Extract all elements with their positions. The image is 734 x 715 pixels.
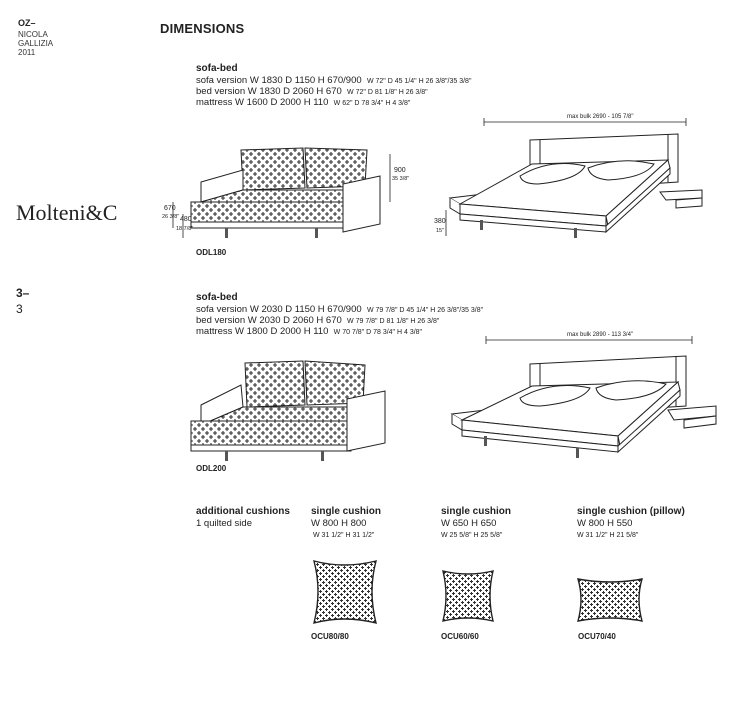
product-title: sofa-bed [196, 63, 238, 74]
designer-last-name: GALLIZIA [18, 39, 54, 48]
brand-logo: Molteni&C [16, 200, 118, 225]
section-number: 3 [16, 302, 23, 316]
section-number-bold: 3– [16, 286, 30, 300]
max-bulk-label: max bulk 2690 - 105 7/8" [567, 114, 634, 120]
cushion-code: OCU60/60 [441, 632, 479, 641]
spec-line: mattress W 1600 D 2000 H 110 W 62" D 78 3/4" H 4 3/8" [196, 97, 411, 108]
dim-arm-height-in: 26 3/8" [162, 214, 180, 220]
product-title: sofa-bed [196, 292, 238, 303]
cushion-drawing-60x60 [440, 568, 496, 624]
product-code: ODL180 [196, 248, 227, 257]
dim-seat-height-in: 18 7/8" [176, 226, 194, 232]
designer-first-name: NICOLA [18, 30, 48, 39]
cushion-title: single cushion (pillow) [577, 506, 685, 517]
additional-cushions-subtitle: 1 quilted side [196, 518, 252, 529]
cushion-drawing-80x80 [310, 557, 380, 627]
cushion-size: W 800 H 550 [577, 518, 633, 529]
cushion-title: single cushion [311, 506, 382, 517]
sofa-drawing-odl200 [185, 355, 395, 465]
spec-line: sofa version W 2030 D 1150 H 670/900 W 79 7/8" D 45 1/4" H 26 3/8"/35 3/8" [196, 304, 484, 315]
dim-back-height-in: 35 3/8" [392, 176, 410, 182]
cushion-size-imperial: W 31 1/2" H 21 5/8" [577, 532, 639, 539]
cushion-drawing-70x40 [575, 576, 645, 626]
spec-line: sofa version W 1830 D 1150 H 670/900 W 72" D 45 1/4" H 26 3/8"/35 3/8" [196, 75, 472, 86]
cushion-title: single cushion [441, 506, 512, 517]
cushion-code: OCU80/80 [311, 632, 349, 641]
product-code: ODL200 [196, 464, 227, 473]
cushion-size-imperial: W 31 1/2" H 31 1/2" [313, 532, 375, 539]
cushion-size: W 650 H 650 [441, 518, 497, 529]
spec-line: bed version W 2030 D 2060 H 670 W 79 7/8" D 81 1/8" H 26 3/8" [196, 315, 440, 326]
cushion-size: W 800 H 800 [311, 518, 367, 529]
sofa-drawing-odl180 [165, 140, 395, 250]
dim-bed-height-in: 15" [436, 228, 445, 234]
bed-drawing-odl200 [440, 336, 720, 466]
cushion-code: OCU70/40 [578, 632, 616, 641]
cushion-size-imperial: W 25 5/8" H 25 5/8" [441, 532, 503, 539]
dim-bed-height: 380 [434, 218, 446, 225]
design-year: 2011 [18, 48, 36, 57]
spec-line: mattress W 1800 D 2000 H 110 W 70 7/8" D 78 3/4" H 4 3/8" [196, 326, 423, 337]
additional-cushions-title: additional cushions [196, 506, 290, 517]
page-title: DIMENSIONS [160, 21, 245, 36]
bed-drawing-odl180 [440, 118, 715, 248]
spec-line: bed version W 1830 D 2060 H 670 W 72" D 81 1/8" H 26 3/8" [196, 86, 428, 97]
max-bulk-label: max bulk 2890 - 113 3/4" [567, 332, 634, 338]
dim-back-height: 900 [394, 167, 406, 174]
collection-code: OZ– [18, 18, 36, 28]
dim-arm-height: 670 [164, 205, 176, 212]
dim-seat-height: 480 [180, 216, 192, 223]
